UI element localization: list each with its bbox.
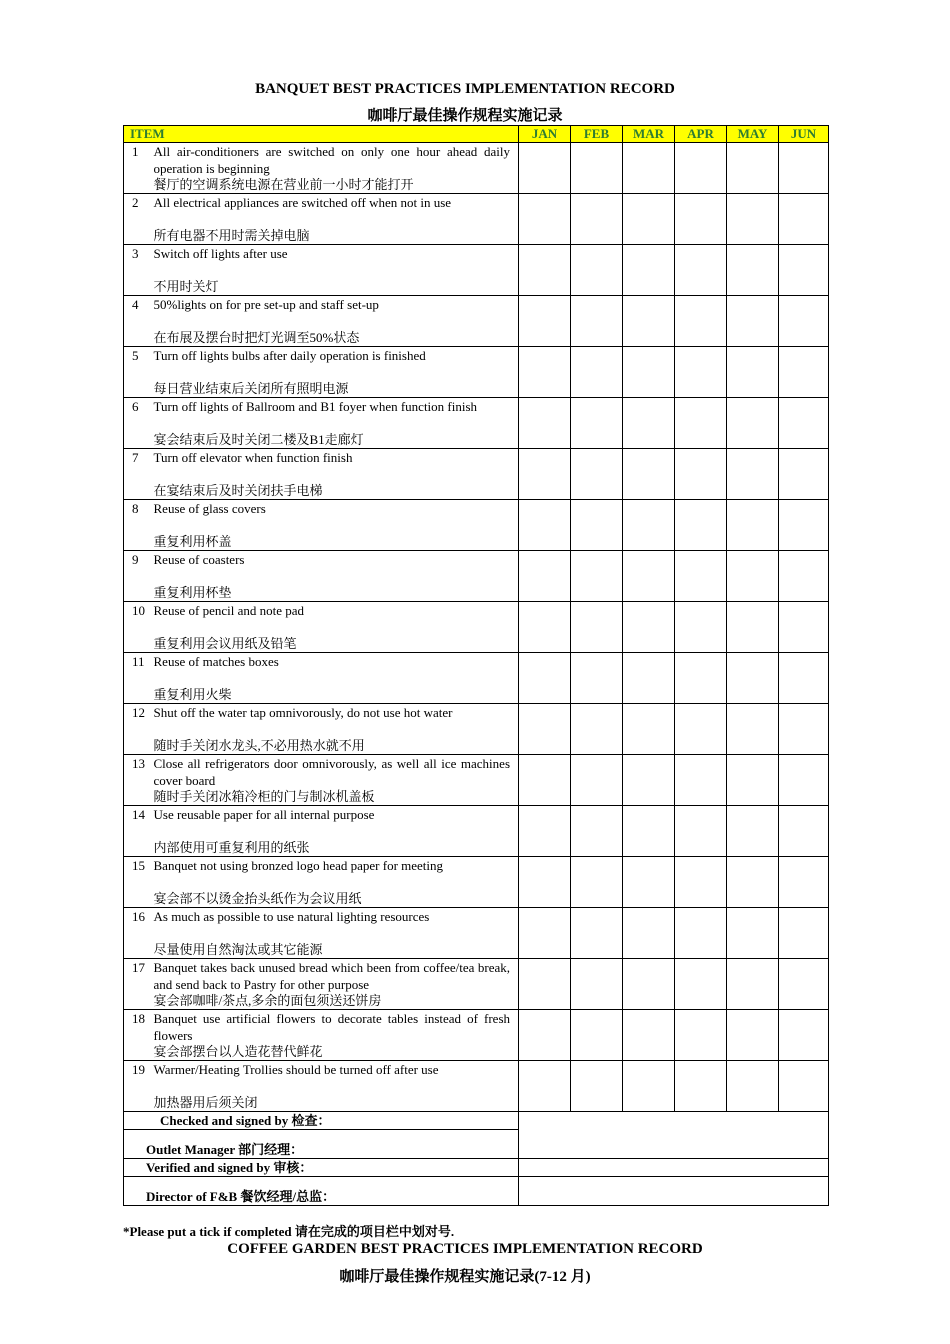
director-signature-cell[interactable] — [519, 1177, 829, 1206]
item-number: 9 — [124, 551, 154, 602]
tick-cell-jan[interactable] — [519, 959, 571, 1010]
table-header-row — [124, 126, 829, 143]
tick-cell-apr[interactable] — [675, 398, 727, 449]
item-description — [154, 296, 519, 347]
tick-cell-jun[interactable] — [779, 347, 829, 398]
item-description — [154, 908, 519, 959]
item-text-zh: 随时手关闭冰箱冷柜的门与制冰机盖板 — [153, 789, 375, 804]
tick-cell-jan[interactable] — [519, 500, 571, 551]
tick-cell-may[interactable] — [727, 857, 779, 908]
tick-cell-may[interactable] — [727, 296, 779, 347]
item-text-zh: 重复利用会议用纸及铅笔 — [153, 636, 297, 651]
tick-cell-may[interactable] — [727, 908, 779, 959]
tick-cell-may[interactable] — [727, 959, 779, 1010]
tick-cell-feb[interactable] — [571, 500, 623, 551]
tick-cell-feb[interactable] — [571, 857, 623, 908]
item-text-en: Reuse of pencil and note pad — [153, 603, 305, 618]
item-description — [154, 1061, 519, 1112]
item-description — [154, 806, 519, 857]
tick-cell-mar[interactable] — [623, 551, 675, 602]
item-number: 14 — [124, 806, 154, 857]
item-text-zh: 重复利用杯垫 — [153, 585, 232, 600]
tick-cell-mar[interactable] — [623, 959, 675, 1010]
item-description — [154, 857, 519, 908]
item-description — [154, 500, 519, 551]
tick-cell-jan[interactable] — [519, 908, 571, 959]
item-text-en: Close all refrigerators door omnivorously, as well all ice machines cover board — [153, 756, 511, 788]
tick-cell-feb[interactable] — [571, 704, 623, 755]
tick-cell-jun[interactable] — [779, 908, 829, 959]
item-description — [154, 755, 519, 806]
footer-title-zh: 咖啡厅最佳操作规程实施记录(7-12 月) — [339, 1269, 591, 1285]
tick-cell-apr[interactable] — [675, 959, 727, 1010]
tick-cell-feb[interactable] — [571, 296, 623, 347]
document-title-en: BANQUET BEST PRACTICES IMPLEMENTATION RECORD — [255, 81, 675, 97]
item-text-zh: 宴会部不以烫金抬头纸作为会议用纸 — [153, 891, 362, 906]
tick-cell-jan[interactable] — [519, 398, 571, 449]
item-text-en: Turn off lights of Ballroom and B1 foyer when function finish — [153, 399, 478, 414]
checked-signed-label: Checked and signed by 检查： — [124, 1112, 519, 1130]
item-number: 3 — [124, 245, 154, 296]
item-description — [154, 653, 519, 704]
tick-cell-feb[interactable] — [571, 959, 623, 1010]
tick-instruction-note: *Please put a tick if completed 请在完成的项目栏中划对号. — [123, 1224, 455, 1239]
tick-cell-feb[interactable] — [571, 143, 623, 194]
item-text-zh: 宴会结束后及时关闭二楼及B1走廊灯 — [153, 432, 364, 447]
tick-cell-jan[interactable] — [519, 143, 571, 194]
item-number: 5 — [124, 347, 154, 398]
tick-cell-jun[interactable] — [779, 1061, 829, 1112]
tick-cell-mar[interactable] — [623, 194, 675, 245]
tick-cell-jun[interactable] — [779, 245, 829, 296]
tick-cell-mar[interactable] — [623, 347, 675, 398]
item-description — [154, 194, 519, 245]
signoff-director-row — [124, 1177, 829, 1206]
item-text-zh: 在宴结束后及时关闭扶手电梯 — [153, 483, 323, 498]
item-description — [154, 1010, 519, 1061]
tick-cell-feb[interactable] — [571, 653, 623, 704]
tick-cell-mar[interactable] — [623, 1061, 675, 1112]
tick-cell-jan[interactable] — [519, 755, 571, 806]
tick-cell-feb[interactable] — [571, 602, 623, 653]
footer-title-en: COFFEE GARDEN BEST PRACTICES IMPLEMENTATION RECORD — [227, 1241, 703, 1257]
table-row — [124, 449, 829, 500]
tick-cell-jun[interactable] — [779, 449, 829, 500]
item-text-zh: 不用时关灯 — [153, 279, 219, 294]
tick-cell-may[interactable] — [727, 194, 779, 245]
item-description — [154, 245, 519, 296]
item-text-zh: 重复利用杯盖 — [153, 534, 232, 549]
tick-cell-apr[interactable] — [675, 500, 727, 551]
tick-cell-apr[interactable] — [675, 347, 727, 398]
item-text-zh: 内部使用可重复利用的纸张 — [153, 840, 310, 855]
tick-cell-may[interactable] — [727, 704, 779, 755]
table-row — [124, 347, 829, 398]
tick-cell-may[interactable] — [727, 449, 779, 500]
tick-cell-jun[interactable] — [779, 194, 829, 245]
tick-cell-jun[interactable] — [779, 959, 829, 1010]
item-description — [154, 449, 519, 500]
tick-cell-mar[interactable] — [623, 653, 675, 704]
tick-cell-jan[interactable] — [519, 296, 571, 347]
item-number: 18 — [124, 1010, 154, 1061]
header-month: FEB — [571, 126, 623, 143]
item-number: 17 — [124, 959, 154, 1010]
tick-cell-may[interactable] — [727, 551, 779, 602]
tick-cell-may[interactable] — [727, 806, 779, 857]
table-row — [124, 1061, 829, 1112]
table-row — [124, 551, 829, 602]
item-text-zh: 尽量使用自然淘汰或其它能源 — [153, 942, 323, 957]
outlet-manager-label: Outlet Manager 部门经理： — [124, 1130, 519, 1159]
item-text-zh: 餐厅的空调系统电源在营业前一小时才能打开 — [153, 177, 414, 192]
tick-cell-may[interactable] — [727, 1010, 779, 1061]
table-row — [124, 245, 829, 296]
tick-cell-jun[interactable] — [779, 296, 829, 347]
item-text-zh: 随时手关闭水龙头,不必用热水就不用 — [153, 738, 365, 753]
tick-cell-apr[interactable] — [675, 551, 727, 602]
table-row — [124, 602, 829, 653]
item-text-en: All electrical appliances are switched off when not in use — [153, 195, 452, 210]
table-row — [124, 500, 829, 551]
tick-cell-may[interactable] — [727, 653, 779, 704]
tick-cell-jun[interactable] — [779, 500, 829, 551]
tick-cell-feb[interactable] — [571, 347, 623, 398]
item-text-zh: 重复利用火柴 — [153, 687, 232, 702]
tick-cell-may[interactable] — [727, 755, 779, 806]
tick-cell-feb[interactable] — [571, 398, 623, 449]
director-label: Director of F&B 餐饮经理/总监： — [124, 1177, 519, 1206]
item-text-en: Reuse of matches boxes — [153, 654, 279, 669]
tick-cell-mar[interactable] — [623, 704, 675, 755]
tick-cell-jan[interactable] — [519, 704, 571, 755]
tick-cell-jan[interactable] — [519, 449, 571, 500]
tick-cell-feb[interactable] — [571, 551, 623, 602]
item-text-en: Reuse of coasters — [153, 552, 245, 567]
tick-cell-feb[interactable] — [571, 245, 623, 296]
tick-cell-mar[interactable] — [623, 755, 675, 806]
table-row — [124, 857, 829, 908]
table-row — [124, 908, 829, 959]
item-number: 8 — [124, 500, 154, 551]
table-row — [124, 398, 829, 449]
item-description — [154, 347, 519, 398]
tick-cell-mar[interactable] — [623, 296, 675, 347]
tick-cell-jan[interactable] — [519, 653, 571, 704]
tick-cell-mar[interactable] — [623, 908, 675, 959]
header-month: JUN — [779, 126, 829, 143]
item-text-en: Switch off lights after use — [153, 246, 288, 261]
tick-cell-feb[interactable] — [571, 1010, 623, 1061]
tick-cell-feb[interactable] — [571, 194, 623, 245]
tick-cell-apr[interactable] — [675, 194, 727, 245]
verified-signed-label: Verified and signed by 审核： — [124, 1159, 519, 1177]
item-text-zh: 在布展及摆台时把灯光调至50%状态 — [153, 330, 360, 345]
tick-cell-jun[interactable] — [779, 857, 829, 908]
tick-cell-jan[interactable] — [519, 806, 571, 857]
item-number: 12 — [124, 704, 154, 755]
tick-cell-jun[interactable] — [779, 653, 829, 704]
table-row — [124, 959, 829, 1010]
item-text-en: Use reusable paper for all internal purpose — [153, 807, 375, 822]
table-row — [124, 296, 829, 347]
tick-cell-mar[interactable] — [623, 245, 675, 296]
item-number: 6 — [124, 398, 154, 449]
tick-cell-jun[interactable] — [779, 602, 829, 653]
tick-cell-mar[interactable] — [623, 857, 675, 908]
tick-cell-apr[interactable] — [675, 755, 727, 806]
item-number: 15 — [124, 857, 154, 908]
table-row — [124, 1010, 829, 1061]
item-text-en: Reuse of glass covers — [153, 501, 266, 516]
tick-cell-jan[interactable] — [519, 245, 571, 296]
item-text-en: Banquet not using bronzed logo head paper for meeting — [153, 858, 444, 873]
item-text-en: Banquet use artificial flowers to decorate tables instead of fresh flowers — [153, 1011, 511, 1043]
item-number: 7 — [124, 449, 154, 500]
tick-cell-mar[interactable] — [623, 398, 675, 449]
item-text-en: Turn off elevator when function finish — [153, 450, 353, 465]
tick-cell-jan[interactable] — [519, 857, 571, 908]
header-month: APR — [675, 126, 727, 143]
tick-cell-feb[interactable] — [571, 755, 623, 806]
tick-cell-may[interactable] — [727, 500, 779, 551]
tick-cell-apr[interactable] — [675, 806, 727, 857]
tick-cell-mar[interactable] — [623, 449, 675, 500]
item-text-en: Turn off lights bulbs after daily operation is finished — [153, 348, 426, 363]
item-text-zh: 宴会部摆台以人造花替代鲜花 — [153, 1044, 323, 1059]
item-number: 10 — [124, 602, 154, 653]
item-number: 2 — [124, 194, 154, 245]
item-description — [154, 398, 519, 449]
item-number: 13 — [124, 755, 154, 806]
tick-cell-mar[interactable] — [623, 806, 675, 857]
table-row — [124, 704, 829, 755]
tick-cell-apr[interactable] — [675, 296, 727, 347]
item-description — [154, 602, 519, 653]
tick-cell-jun[interactable] — [779, 755, 829, 806]
tick-cell-may[interactable] — [727, 245, 779, 296]
item-text-en: Warmer/Heating Trollies should be turned off after use — [153, 1062, 439, 1077]
tick-cell-mar[interactable] — [623, 500, 675, 551]
item-number: 11 — [124, 653, 154, 704]
tick-cell-jan[interactable] — [519, 602, 571, 653]
item-text-en: As much as possible to use natural lighting resources — [153, 909, 430, 924]
tick-cell-may[interactable] — [727, 143, 779, 194]
item-text-en: Shut off the water tap omnivorously, do not use hot water — [153, 705, 453, 720]
item-text-en: All air-conditioners are switched on only one hour ahead daily operation is beginning — [153, 144, 511, 176]
header-month: JAN — [519, 126, 571, 143]
table-row — [124, 194, 829, 245]
tick-cell-apr[interactable] — [675, 908, 727, 959]
tick-cell-apr[interactable] — [675, 857, 727, 908]
item-number: 4 — [124, 296, 154, 347]
table-row — [124, 653, 829, 704]
item-description — [154, 143, 519, 194]
tick-cell-mar[interactable] — [623, 1010, 675, 1061]
header-month: MAR — [623, 126, 675, 143]
tick-cell-apr[interactable] — [675, 143, 727, 194]
item-text-zh: 加热器用后须关闭 — [153, 1095, 258, 1110]
item-description — [154, 551, 519, 602]
tick-cell-feb[interactable] — [571, 908, 623, 959]
implementation-record-table — [123, 125, 829, 1206]
tick-cell-jan[interactable] — [519, 1010, 571, 1061]
tick-cell-apr[interactable] — [675, 245, 727, 296]
item-description — [154, 704, 519, 755]
tick-cell-jun[interactable] — [779, 1010, 829, 1061]
tick-cell-jan[interactable] — [519, 194, 571, 245]
item-text-zh: 宴会部咖啡/茶点,多余的面包须送还饼房 — [153, 993, 382, 1008]
tick-cell-feb[interactable] — [571, 806, 623, 857]
tick-cell-may[interactable] — [727, 398, 779, 449]
tick-cell-apr[interactable] — [675, 449, 727, 500]
item-text-zh: 每日营业结束后关闭所有照明电源 — [153, 381, 349, 396]
tick-cell-feb[interactable] — [571, 1061, 623, 1112]
tick-cell-jun[interactable] — [779, 806, 829, 857]
header-month: MAY — [727, 126, 779, 143]
tick-cell-apr[interactable] — [675, 1061, 727, 1112]
tick-cell-apr[interactable] — [675, 602, 727, 653]
tick-cell-jun[interactable] — [779, 551, 829, 602]
verified-signature-cell[interactable] — [519, 1159, 829, 1177]
header-item: ITEM — [124, 126, 519, 143]
tick-cell-feb[interactable] — [571, 449, 623, 500]
table-row — [124, 806, 829, 857]
item-number: 1 — [124, 143, 154, 194]
tick-cell-may[interactable] — [727, 602, 779, 653]
tick-cell-jun[interactable] — [779, 143, 829, 194]
tick-cell-apr[interactable] — [675, 653, 727, 704]
tick-cell-may[interactable] — [727, 1061, 779, 1112]
item-number: 19 — [124, 1061, 154, 1112]
document-title-zh: 咖啡厅最佳操作规程实施记录 — [367, 108, 563, 124]
item-text-zh: 所有电器不用时需关掉电脑 — [153, 228, 310, 243]
item-text-en: 50%lights on for pre set-up and staff set-up — [153, 297, 379, 312]
item-description — [154, 959, 519, 1010]
checked-signature-cell[interactable] — [519, 1112, 829, 1159]
tick-cell-jan[interactable] — [519, 1061, 571, 1112]
table-row — [124, 755, 829, 806]
tick-cell-may[interactable] — [727, 347, 779, 398]
tick-cell-apr[interactable] — [675, 1010, 727, 1061]
signoff-verified-row — [124, 1159, 829, 1177]
signoff-checked-row — [124, 1112, 829, 1130]
tick-cell-jun[interactable] — [779, 398, 829, 449]
tick-cell-apr[interactable] — [675, 704, 727, 755]
table-row — [124, 143, 829, 194]
tick-cell-jun[interactable] — [779, 704, 829, 755]
tick-cell-jan[interactable] — [519, 551, 571, 602]
tick-cell-jan[interactable] — [519, 347, 571, 398]
tick-cell-mar[interactable] — [623, 602, 675, 653]
item-number: 16 — [124, 908, 154, 959]
item-text-en: Banquet takes back unused bread which been from coffee/tea break, and send back to Pastry for other purpose — [153, 960, 511, 992]
tick-cell-mar[interactable] — [623, 143, 675, 194]
